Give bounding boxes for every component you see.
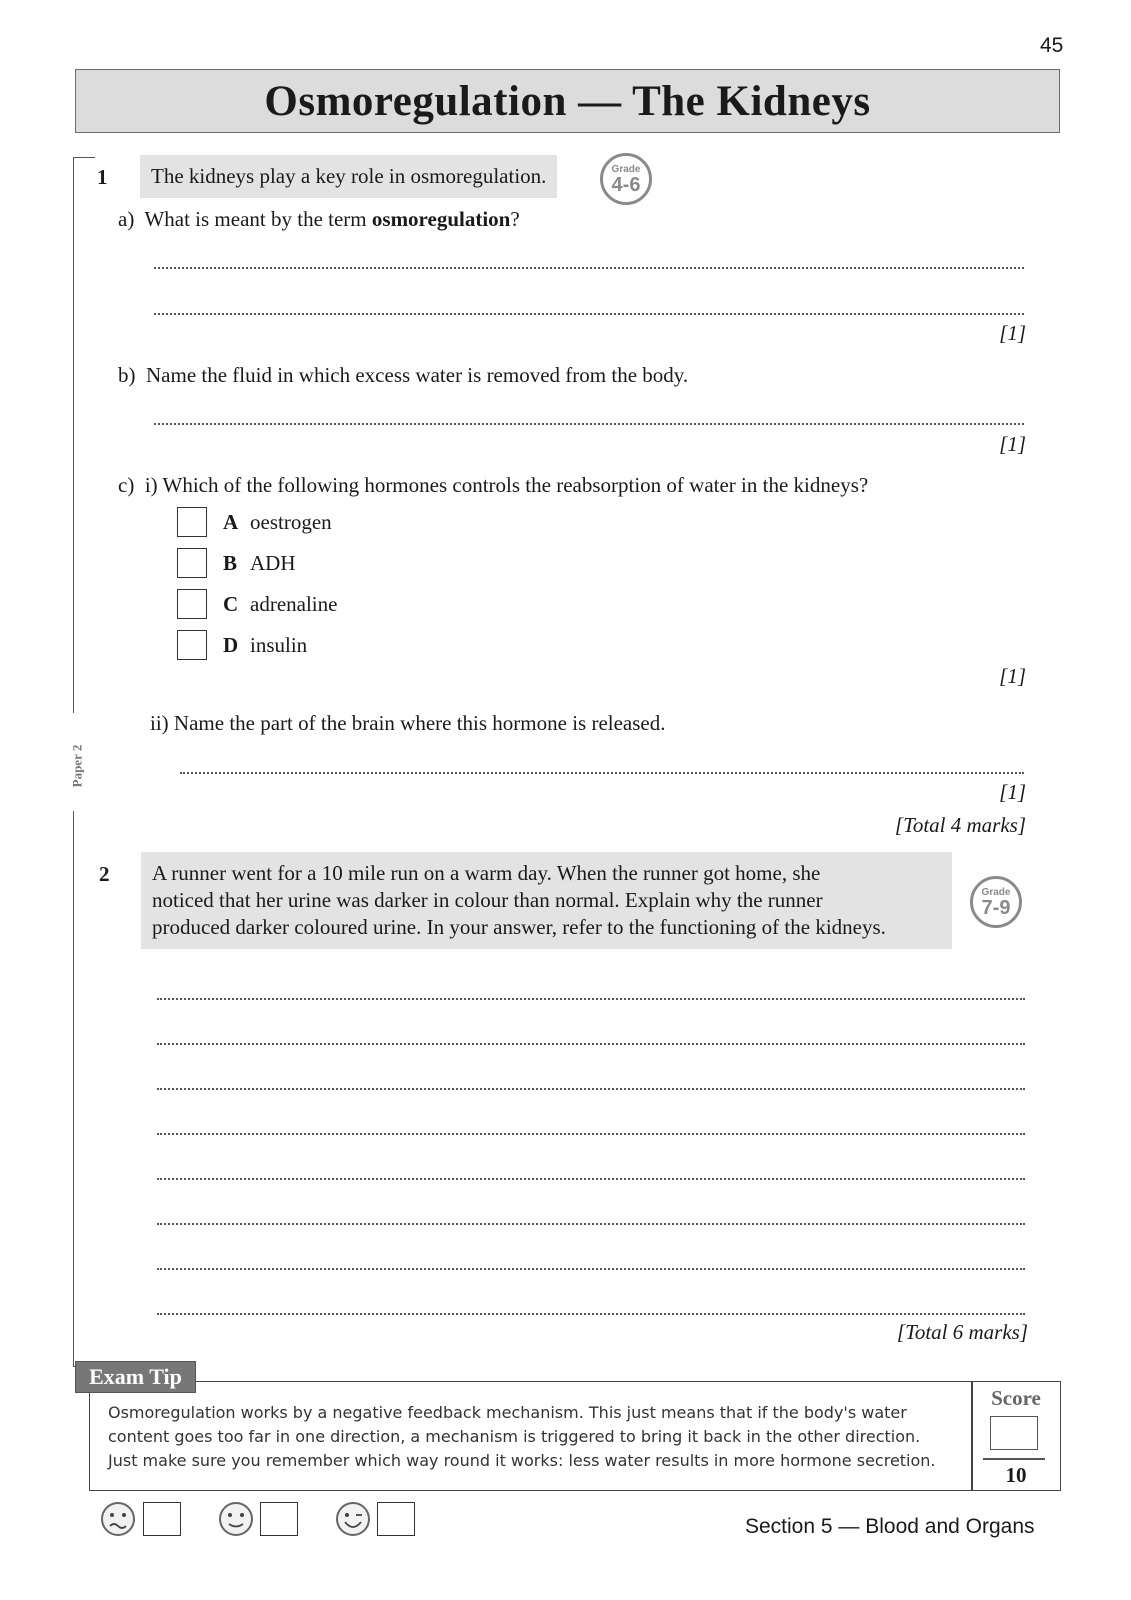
option-c-checkbox[interactable]: [177, 589, 207, 619]
question-1-intro: The kidneys play a key role in osmoregulation.: [140, 155, 557, 198]
sad-face-icon: [100, 1501, 136, 1537]
mark-1c-ii: [1]: [999, 780, 1026, 804]
neutral-face-checkbox[interactable]: [260, 1502, 298, 1536]
score-total: 10: [1005, 1463, 1027, 1487]
question-1c-ii: ii) Name the part of the brain where this hormone is released.: [150, 711, 666, 735]
total-marks-q2: [Total 6 marks]: [896, 1320, 1028, 1344]
question-1c-i: c) i) Which of the following hormones controls the reabsorption of water in the kidneys?: [118, 473, 869, 497]
option-d[interactable]: D insulin: [177, 630, 307, 660]
question-2-text: A runner went for a 10 mile run on a warm day. When the runner got home, she noticed that her urine was darker in colour than normal. Explain why the runner produced darker coloured urine. In your answer, refer to the functioning of the kidneys.: [141, 852, 952, 949]
page-number: 45: [1040, 34, 1064, 57]
answer-line-2-6[interactable]: [157, 1222, 1025, 1225]
option-d-checkbox[interactable]: [177, 630, 207, 660]
option-a[interactable]: A oestrogen: [177, 507, 332, 537]
score-line: [983, 1458, 1045, 1460]
option-c[interactable]: C adrenaline: [177, 589, 337, 619]
answer-line-2-3[interactable]: [157, 1087, 1025, 1090]
grade-badge-icon: Grade 4-6: [600, 153, 652, 205]
happy-face-checkbox[interactable]: [377, 1502, 415, 1536]
score-input-box[interactable]: [990, 1416, 1038, 1450]
answer-line-1b[interactable]: [154, 422, 1024, 425]
mark-1b: [1]: [999, 432, 1026, 456]
answer-line-2-8[interactable]: [157, 1312, 1025, 1315]
mark-1a: [1]: [999, 321, 1026, 345]
side-label: Paper 2: [69, 744, 85, 788]
answer-line-2-1[interactable]: [157, 997, 1025, 1000]
option-b-checkbox[interactable]: [177, 548, 207, 578]
answer-line-2-4[interactable]: [157, 1132, 1025, 1135]
score-label: Score: [991, 1386, 1041, 1410]
footer-section: Section 5 — Blood and Organs: [745, 1515, 1035, 1538]
answer-line-1a-2[interactable]: [154, 312, 1024, 315]
total-marks-q1: [Total 4 marks]: [894, 813, 1026, 837]
exam-tip-label: Exam Tip: [75, 1361, 196, 1393]
option-b[interactable]: B ADH: [177, 548, 296, 578]
title-bar: [75, 69, 1060, 133]
option-a-checkbox[interactable]: [177, 507, 207, 537]
question-1a: a) What is meant by the term osmoregulation?: [118, 207, 520, 231]
neutral-face-icon: [218, 1501, 254, 1537]
question-1b: b) Name the fluid in which excess water is removed from the body.: [118, 363, 689, 387]
answer-line-2-7[interactable]: [157, 1267, 1025, 1270]
answer-line-2-2[interactable]: [157, 1042, 1025, 1045]
answer-line-1a-1[interactable]: [154, 266, 1024, 269]
happy-face-icon: [335, 1501, 371, 1537]
side-bracket-bottom: [73, 811, 95, 1367]
sad-face-checkbox[interactable]: [143, 1502, 181, 1536]
exam-tip-text: Osmoregulation works by a negative feedback mechanism. This just means that if the body's water content goes too far in one direction, a mechanism is triggered to bring it back in the other direction. Just make sure you remember which way round it works: less water results in more hormone secretion.: [108, 1403, 936, 1470]
answer-line-1c-ii[interactable]: [180, 771, 1024, 774]
mark-1c-i: [1]: [999, 664, 1026, 688]
side-bracket-top: [73, 157, 95, 713]
question-2-number: 2: [99, 862, 110, 886]
page-title: Osmoregulation — The Kidneys: [264, 77, 871, 125]
grade-badge-icon: Grade 7-9: [970, 876, 1022, 928]
question-1-number: 1: [97, 165, 108, 189]
answer-line-2-5[interactable]: [157, 1177, 1025, 1180]
